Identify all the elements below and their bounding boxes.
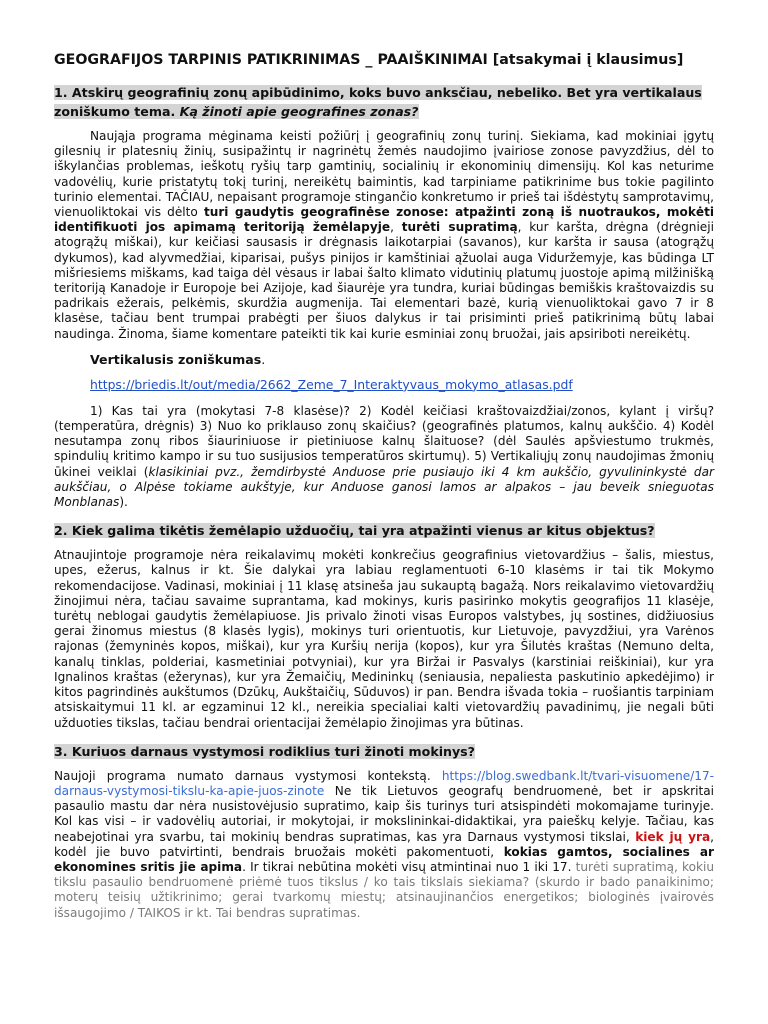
question-2-heading: 2. Kiek galima tikėtis žemėlapio užduočių, tai yra atpažinti vienus ar kitus objektus? bbox=[54, 523, 655, 539]
question-3-heading-wrap bbox=[54, 741, 714, 760]
subheading-text: Vertikalusis zoniškumas bbox=[90, 351, 262, 367]
text-span: 1) Kas tai yra (mokytasi 7-8 klasėse)? 2) Kodėl keičiasi kraštovaizdžiai/zonos, kylant į viršų? (temperatūra, drėgnis) 3) Nuo ko priklauso zonų skaičius? (geografinės platumos, kalnų aukščio. 4) Kodėl nesutampa zonų ribos šiauriniuose ir pietiniuose kalnų šlaituose? (dėl Saulės apšviestumo trukmės, spindulių kritimo kampo ir su tuo susijusios temperatūros skirtumų). 5) Vertikaliųjų zonų naudojimas žmonių ūkinei veiklai ( bbox=[54, 403, 714, 479]
question-1-heading bbox=[54, 85, 702, 119]
text-span: . Ir tikrai nebūtina mokėti visų atmintinai nuo 1 iki 17. bbox=[242, 859, 576, 874]
question-1-heading-text: 1. Atskirų geografinių zonų apibūdinimo, koks buvo anksčiau, nebeliko. Bet yra vertikalaus zoniškumo tema. bbox=[54, 85, 702, 119]
section-1-paragraph-2 bbox=[54, 404, 714, 510]
text-span: Naujoji programa numato darnaus vystymosi kontekstą. bbox=[54, 768, 442, 783]
red-emphasis: kiek jų yra bbox=[635, 829, 711, 844]
text-span: Ne tik Lietuvos geografų bendruomenė, bet ir apskritai pasaulio mastu dar nėra nusistovėjusio supratimo, kaip šis turinys turi atsispindėti mokomajame turinyje. Kol kas visi – ir vadovėlių autoriai, ir mokytojai, ir mokslininkai-didaktikai, yra paieškų kelyje. Tačiau, kas neabejotinai yra svarbu, tai mokinių bendras supratimas, kas yra Darnaus vystymosi tikslai, bbox=[54, 783, 714, 844]
italic-span: klasikiniai pvz., žemdirbystė Anduose prie pusiaujo iki 4 km aukščio, gyvulininkystė dar aukščiau, o Alpėse tokiame aukštyje, kur Anduose ganosi lamos ar alpakos – jau beveik snieguotas Monblanas bbox=[54, 464, 714, 510]
section-1-paragraph-1 bbox=[54, 129, 714, 342]
text-span: , kodėl jie buvo patvirtinti, bendrais bruožais mokėti pakomentuoti, bbox=[54, 829, 714, 859]
question-1-heading-em: Ką žinoti apie geografines zonas? bbox=[179, 104, 419, 119]
question-2-heading-wrap bbox=[54, 520, 714, 539]
section-3-paragraph bbox=[54, 769, 714, 921]
bold-span: turi gaudytis geografinėse zonose: atpažinti zoną iš nuotraukos, mokėti identifikuoti jos apimamą teritoriją žemėlapyje bbox=[54, 205, 714, 235]
question-3-heading: 3. Kuriuos darnaus vystymosi rodiklius turi žinoti mokinys? bbox=[54, 743, 475, 759]
atlas-link-line bbox=[90, 377, 714, 392]
text-span: , bbox=[390, 220, 402, 235]
subheading-vertical-zonality bbox=[90, 352, 714, 367]
text-span: Naująja programa mėginama keisti požiūrį į geografinių zonų turinį. Siekiama, kad mokiniai įgytų gilesnių ir platesnių žinių, susipažintų ir nagrinėtų žemės naudojimo įvairiose zonose pavyzdžius, dėl to iškylančias problemas, ieškotų ryšių tarp gamtinių, socialinių ir ekonominių dimensijų. Kol kas neturime vadovėlių, kurie pristatytų tokį turinį, nereikėtų baimintis, kad tarpiniame patikrinime bus tokie pagilinto turinio elementai. TAČIAU, nepaisant programoje stingančio konkretumo ir prieš tai išdėstytų samprotavimų, vienuoliktokai vis dėlto bbox=[54, 129, 714, 220]
subheading-dot: . bbox=[261, 351, 266, 367]
grey-note: turėti supratimą, kokiu tikslu pasaulio bendruomenė priėmė tuos tikslus / ko tais tikslais siekiama? (skurdo ir bado panaikinimo; moterų teisių užtikrinimo; gerai tvarkomų miestų; atsinaujinančios energetikos; biologinės įvairovės išsaugojimo / TAIKOS ir kt. Tai bendras supratimas. bbox=[54, 859, 714, 920]
bold-span: turėti supratimą bbox=[401, 220, 518, 235]
swedbank-link[interactable]: https://blog.swedbank.lt/tvari-visuomene/17-darnaus-vystymosi-tikslu-ka-apie-juos-zinote bbox=[54, 768, 714, 798]
text-span: , kur karšta, drėgna (drėgnieji atogrąžų miškai), kur keičiasi sausasis ir drėgnasis laikotarpiai (savanos), kur karšta ir sausa (atogrąžų dykumos), kad alyvmedžiai, kiparisai, pušys pinijos ir kamštiniai ąžuolai auga Viduržemyje, kas būdinga LT mišriesiems miškams, kad taiga dėl vėsaus ir labai šalto klimato vidutinių platumų juostoje apimą milžinišką teritoriją Kanadoje ir Europoje bei Azijoje, kad šiaurėje yra tundra, kuriai būdingas bemiškis kraštovaizdis su padrikais ežerais, pelkėmis, skurdžia augmenija. Tai elementari bazė, kurią vienuoliktokai gavo 7 ir 8 klasėse, tačiau bent trumpai prabėgti per šiuos dalykus ir tai prisiminti prieš patikrinimą būtų labai naudinga. Žinoma, šiame komentare pateikti tik kai kurie esminiai zonų bruožai, jais apsiriboti nereikėtų. bbox=[54, 220, 714, 341]
text-span: ). bbox=[119, 495, 128, 510]
section-2-paragraph: Atnaujintoje programoje nėra reikalavimų mokėti konkrečius geografinius vietovardžius – šalis, miestus, upes, ežerus, kalnus ir kt. Šie dalykai yra labiau reglamentuoti 6-10 klasėms ir tai tik Mokymo rekomendacijose. Vadinasi, mokiniai į 11 klasę atsineša jau sukauptą bagažą. Nors reikalavimo vietovardžių žinojimui nėra, tačiau savaime suprantama, kad mokinys, kuris pasirinko mokytis geografijos 11 klasėje, turėtų neblogai gaudytis žemėlapiuose. Jis privalo žinoti visas Europos valstybes, jų sostines, didžiuosius gerai žinomus miestus (8 klasės lygis), mokinys turi orientuotis, kur Lietuvoje, pavyzdžiui, yra Varėnos rajonas (žemyninės kopos, miškai), kur yra Kuršių nerija (kopos), kur yra Šilutės kraštas (Nemuno delta, kanalų tinklas, polderiai, kasmetiniai potvyniai), kur yra Biržai ir Pasvalys (karstiniai reiškiniai), kur yra Ignalinos kraštas (ežerynas), kur yra Žemaičių, Medininkų (seniausia, nepaliesta paskutinio apkedėjimo) ir kitos pagrindinės aukštumos (Dzūkų, Aukštaičių, Sūduvos) ir pan. Bendra išvada tokia – ruošiantis tarpiniam atsiskaitymui 11 kl. ar egzaminui 12 kl., nereikia specialiai kalti vietovardžių pavadinimų, jie negali būti užduoties tikslas, tačiau bendrai orientacijai žemėlapio žinojimas yra būtinas. bbox=[54, 548, 714, 730]
atlas-link[interactable]: https://briedis.lt/out/media/2662_Zeme_7_Interaktyvaus_mokymo_atlasas.pdf bbox=[90, 376, 573, 392]
question-1-heading-wrap bbox=[54, 82, 714, 120]
bold-span: kokias gamtos, socialines ar ekonomines sritis jie apima bbox=[54, 844, 714, 874]
document-title: GEOGRAFIJOS TARPINIS PATIKRINIMAS _ PAAIŠKINIMAI [atsakymai į klausimus] bbox=[54, 52, 684, 68]
